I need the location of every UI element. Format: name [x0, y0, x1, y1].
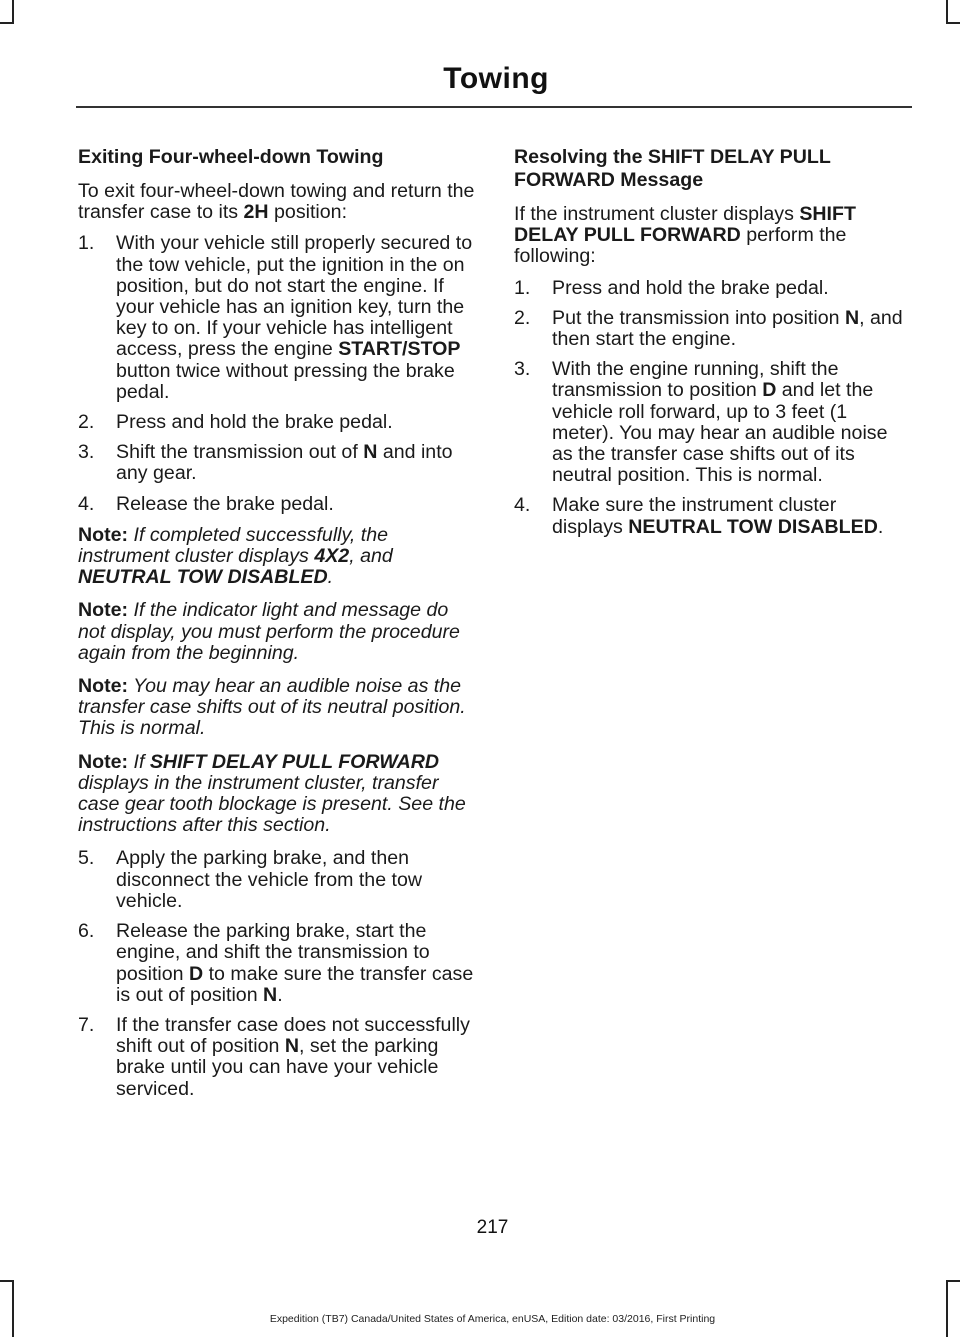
text: . [877, 515, 884, 538]
bold-text: D [762, 379, 777, 402]
section-heading: Exiting Four-wheel-down Towing [78, 146, 384, 168]
text: position: [268, 201, 348, 224]
step-number: 3. [78, 441, 95, 464]
bold-text: NEUTRAL TOW DISABLED [628, 515, 878, 538]
intro-paragraph [514, 204, 912, 268]
steps-list [514, 278, 912, 538]
crop-mark [946, 1280, 960, 1282]
text: Release the parking brake, start the engine, and shift the transmission to position [116, 920, 430, 985]
step-number: 5. [78, 847, 95, 870]
text: . [277, 983, 283, 1006]
text: Release the brake pedal. [116, 492, 334, 515]
text: If the instrument cluster displays [514, 203, 800, 225]
step-number: 4. [514, 494, 531, 517]
section-heading: Resolving the SHIFT DELAY PULL FORWARD Message [514, 146, 831, 191]
text: and let the vehicle roll forward, up to 3 feet (1 meter). You may hear an audible noise as the transfer case shifts out of its neutral position. This is normal. [552, 379, 888, 487]
list-item [78, 921, 476, 1006]
text: If [128, 750, 150, 773]
page-number: 217 [476, 1217, 509, 1238]
text: Put the transmission into position [552, 306, 845, 329]
text: Apply the parking brake, and then disconnect the vehicle from the tow vehicle. [116, 847, 423, 912]
steps-list [78, 233, 476, 514]
note [78, 525, 476, 589]
list-item [78, 494, 476, 515]
text: to make sure the transfer case is out of position [116, 962, 474, 1006]
text: Make sure the instrument cluster displays [552, 494, 837, 538]
text: and into any gear. [116, 441, 453, 485]
list-item [78, 442, 476, 484]
note-text: If the indicator light and message do not display, you must perform the procedure again from the beginning. [78, 599, 460, 664]
text: Press and hold the brake pedal. [116, 411, 393, 434]
text: Press and hold the brake pedal. [552, 276, 829, 299]
text: , and then start the engine. [552, 306, 903, 351]
bold-text: SHIFT DELAY PULL FORWARD [514, 203, 856, 247]
bold-text: NEUTRAL TOW DISABLED [78, 566, 328, 589]
left-column [78, 146, 476, 1110]
step-number: 2. [78, 411, 95, 434]
list-item [514, 495, 912, 537]
text: button twice without pressing the brake pedal. [116, 359, 455, 403]
step-number: 1. [514, 276, 531, 299]
text: Shift the transmission out of [116, 441, 364, 464]
text: , and [349, 545, 393, 568]
note [78, 676, 476, 740]
crop-mark [946, 1280, 948, 1337]
bold-text: N [844, 306, 860, 329]
text: With your vehicle still properly secured to the tow vehicle, put the ignition in the on position, but do not start the engine. If your vehicle has an ignition key, turn the key to on. If your vehicle has intelligent access, press the engine [116, 232, 473, 361]
note-text [78, 751, 466, 837]
text: , set the parking brake until you can have your vehicle serviced. [116, 1035, 439, 1100]
crop-mark [12, 0, 14, 22]
right-column [514, 146, 912, 548]
list-item [78, 1015, 476, 1100]
step-number: 1. [78, 232, 95, 255]
list-item [514, 278, 912, 299]
bold-text: D [188, 962, 204, 985]
bold-text: START/STOP [338, 338, 461, 361]
text: . [327, 566, 334, 589]
text: If the transfer case does not successfully shift out of position [116, 1013, 470, 1058]
page-title: Towing [443, 62, 549, 95]
bold-text: 2H [243, 201, 269, 224]
intro-paragraph [78, 181, 476, 223]
header-rule [76, 106, 912, 108]
text: To exit four-wheel-down towing and return the transfer case to its [78, 180, 475, 224]
list-item [514, 308, 912, 350]
note [78, 752, 476, 837]
crop-mark [0, 1280, 14, 1282]
step-number: 4. [78, 492, 95, 515]
crop-mark [12, 1280, 14, 1337]
note-label: Note: [78, 599, 129, 622]
bold-text: SHIFT DELAY PULL FORWARD [149, 750, 440, 773]
note-label: Note: [78, 523, 129, 546]
crop-mark [0, 22, 14, 24]
note [78, 600, 476, 664]
text: displays in the instrument cluster, transfer case gear tooth blockage is present. See the instructions after this section. [78, 771, 466, 837]
list-item [78, 412, 476, 433]
crop-mark [946, 0, 948, 22]
note-label: Note: [78, 750, 129, 773]
bold-text: N [363, 441, 378, 464]
list-item [78, 233, 476, 403]
list-item [514, 359, 912, 486]
text: With the engine running, shift the transmission to position [552, 358, 839, 402]
crop-mark [946, 22, 960, 24]
text: If completed successfully, the instrument cluster displays [78, 523, 388, 568]
step-number: 3. [514, 358, 531, 381]
step-number: 2. [514, 306, 531, 329]
list-item [78, 848, 476, 912]
bold-text: N [263, 983, 278, 1006]
steps-list [78, 848, 476, 1099]
text: perform the following: [514, 224, 847, 268]
note-label: Note: [78, 675, 129, 698]
bold-text: N [284, 1035, 299, 1058]
footer-text: Expedition (TB7) Canada/United States of America, enUSA, Edition date: 03/2016, First Printing [269, 1313, 716, 1325]
step-number: 6. [78, 920, 95, 943]
note-text: You may hear an audible noise as the transfer case shifts out of its neutral position. This is normal. [78, 675, 466, 740]
bold-text: 4X2 [314, 545, 350, 568]
step-number: 7. [78, 1013, 95, 1036]
